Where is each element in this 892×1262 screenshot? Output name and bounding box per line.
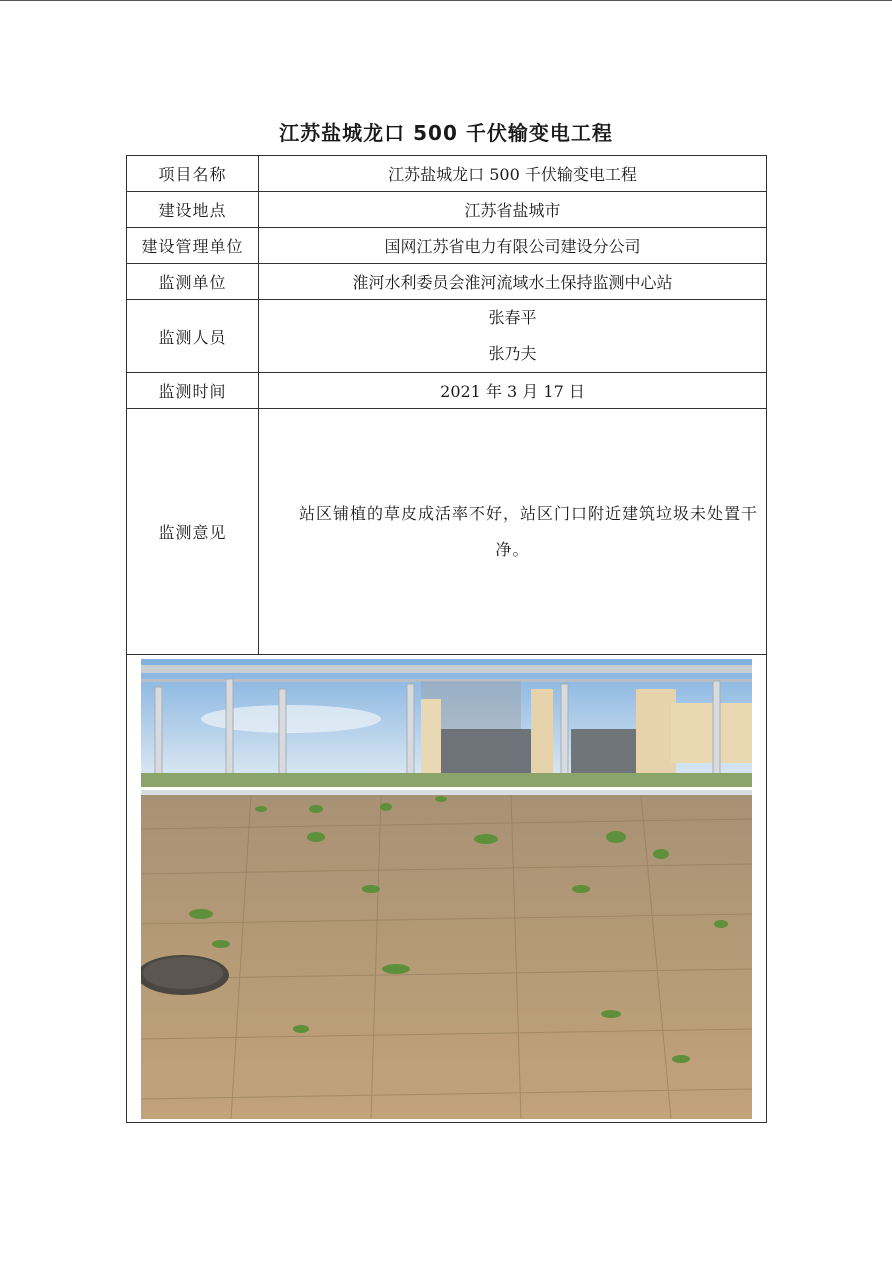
row-monitoring-unit xyxy=(127,264,767,300)
monitoring-time-value: 2021 年 3 月 17 日 xyxy=(259,373,767,409)
row-photo xyxy=(127,655,767,1123)
monitoring-time-label: 监测时间 xyxy=(127,373,259,409)
monitoring-info-table xyxy=(126,155,767,1123)
person-name: 张乃夫 xyxy=(488,344,537,363)
document-title: 江苏盐城龙口 500 千伏输变电工程 xyxy=(279,121,613,145)
page-top-rule xyxy=(0,0,892,1)
substation-turf-photo xyxy=(141,659,752,1119)
location-value: 江苏省盐城市 xyxy=(259,192,767,228)
row-location xyxy=(127,192,767,228)
row-project-name xyxy=(127,156,767,192)
row-management-unit xyxy=(127,228,767,264)
project-name-value: 江苏盐城龙口 500 千伏输变电工程 xyxy=(259,156,767,192)
opinion-label: 监测意见 xyxy=(127,409,259,655)
monitoring-unit-label: 监测单位 xyxy=(127,264,259,300)
personnel-value xyxy=(259,300,767,373)
personnel-label: 监测人员 xyxy=(127,300,259,373)
management-unit-label: 建设管理单位 xyxy=(127,228,259,264)
site-photo xyxy=(141,659,752,1119)
location-label: 建设地点 xyxy=(127,192,259,228)
project-name-label: 项目名称 xyxy=(127,156,259,192)
row-opinion xyxy=(127,409,767,655)
management-unit-value: 国网江苏省电力有限公司建设分公司 xyxy=(259,228,767,264)
row-personnel xyxy=(127,300,767,373)
person-name: 张春平 xyxy=(488,308,537,327)
photo-cell xyxy=(127,655,767,1123)
monitoring-unit-value: 淮河水利委员会淮河流域水土保持监测中心站 xyxy=(259,264,767,300)
opinion-value: 站区铺植的草皮成活率不好，站区门口附近建筑垃圾未处置干净。 xyxy=(259,409,767,655)
row-monitoring-time xyxy=(127,373,767,409)
